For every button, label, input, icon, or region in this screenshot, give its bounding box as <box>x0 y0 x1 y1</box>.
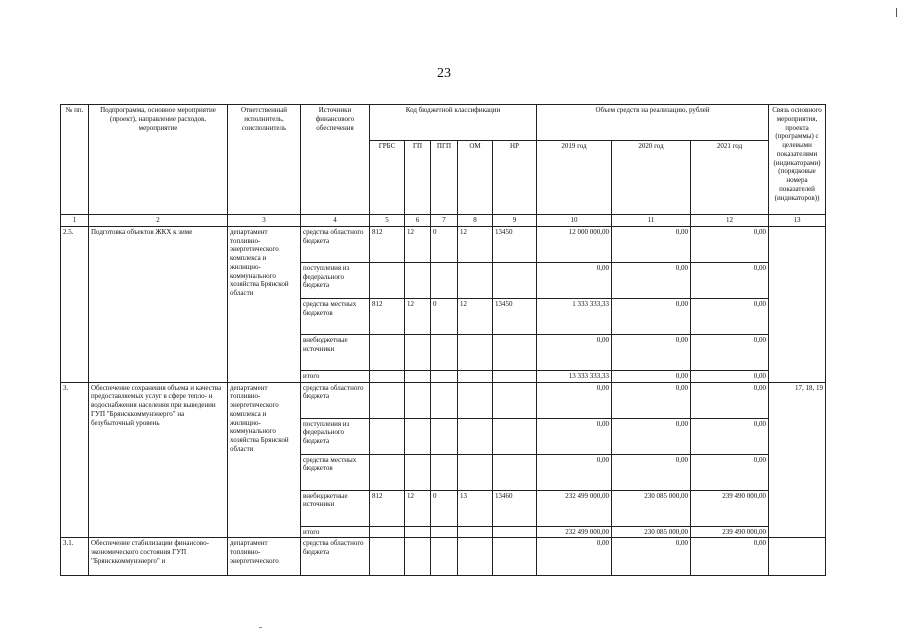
code-om <box>458 538 493 576</box>
code-pgp: 0 <box>431 490 458 526</box>
amount-2021: 239 490 000,00 <box>691 490 769 526</box>
total-2019: 232 499 000,00 <box>537 526 612 538</box>
code-np <box>493 334 537 370</box>
column-number: 4 <box>301 215 370 227</box>
code-np: 13460 <box>493 490 537 526</box>
amount-2019: 0,00 <box>537 454 612 490</box>
column-number: 5 <box>370 215 405 227</box>
header-2021: 2021 год <box>691 141 769 215</box>
amount-2021: 0,00 <box>691 382 769 418</box>
header-2019: 2019 год <box>537 141 612 215</box>
amount-2020: 0,00 <box>612 226 691 262</box>
header-sources: Источники финансового обеспечения <box>301 105 370 215</box>
total-2020: 0,00 <box>612 370 691 382</box>
row-number: 3. <box>61 382 89 538</box>
amount-2019: 0,00 <box>537 538 612 576</box>
column-number: 12 <box>691 215 769 227</box>
total-2021: 239 490 000,00 <box>691 526 769 538</box>
code-np <box>493 418 537 454</box>
responsible-executor: департамент топливно-энергетического <box>228 538 301 576</box>
header-om: ОМ <box>458 141 493 215</box>
amount-2021: 0,00 <box>691 538 769 576</box>
code-pgp <box>431 454 458 490</box>
amount-2021: 0,00 <box>691 298 769 334</box>
activity-name: Обеспечение сохранения объема и качества предоставляемых услуг в сфере тепло- и водоснабжения населения при выведении ГУП "Брянсккоммунэнерго" на безубыточный уровень <box>89 382 228 538</box>
code-gp <box>405 262 431 298</box>
responsible-executor: департамент топливно-энергетического комплекса и жилищно-коммунального хозяйства Брянской области <box>228 382 301 538</box>
empty-code-cell <box>431 526 458 538</box>
empty-code-cell <box>370 370 405 382</box>
column-number: 9 <box>493 215 537 227</box>
code-om <box>458 334 493 370</box>
amount-2019: 0,00 <box>537 262 612 298</box>
empty-code-cell <box>431 370 458 382</box>
amount-2020: 0,00 <box>612 454 691 490</box>
activity-name: Обеспечение стабилизации финансово-экономического состояния ГУП "Брянсккоммунэнерго" и <box>89 538 228 576</box>
amount-2020: 0,00 <box>612 538 691 576</box>
code-gp <box>405 418 431 454</box>
total-2020: 230 085 000,00 <box>612 526 691 538</box>
header-gp: ГП <box>405 141 431 215</box>
amount-2021: 0,00 <box>691 262 769 298</box>
code-np <box>493 382 537 418</box>
header-budget-code: Код бюджетной классификации <box>370 105 537 141</box>
empty-code-cell <box>458 370 493 382</box>
code-om: 12 <box>458 226 493 262</box>
code-gp <box>405 382 431 418</box>
amount-2019: 12 000 000,00 <box>537 226 612 262</box>
code-np <box>493 262 537 298</box>
code-pgp <box>431 418 458 454</box>
column-number: 10 <box>537 215 612 227</box>
code-pgp: 0 <box>431 298 458 334</box>
header-executor: Ответственный исполнитель, соисполнитель <box>228 105 301 215</box>
total-2019: 13 333 333,33 <box>537 370 612 382</box>
header-pgp: ПГП <box>431 141 458 215</box>
code-np <box>493 538 537 576</box>
amount-2019: 1 333 333,33 <box>537 298 612 334</box>
funding-source: средства областного бюджета <box>301 226 370 262</box>
row-number: 2.5. <box>61 226 89 382</box>
column-number: 1 <box>61 215 89 227</box>
column-number: 6 <box>405 215 431 227</box>
header-funding: Объем средств на реализацию, рублей <box>537 105 769 141</box>
empty-code-cell <box>370 526 405 538</box>
amount-2020: 0,00 <box>612 334 691 370</box>
amount-2020: 0,00 <box>612 262 691 298</box>
funding-source: внебюджетные источники <box>301 490 370 526</box>
table-body <box>61 226 826 576</box>
tick-mark <box>259 627 262 628</box>
amount-2019: 0,00 <box>537 334 612 370</box>
amount-2021: 0,00 <box>691 334 769 370</box>
column-number-row <box>61 215 826 227</box>
code-om: 12 <box>458 298 493 334</box>
code-grbs <box>370 334 405 370</box>
code-grbs: 812 <box>370 298 405 334</box>
column-number: 2 <box>89 215 228 227</box>
empty-code-cell <box>405 526 431 538</box>
indicator-link <box>769 538 826 576</box>
funding-source: средства местных бюджетов <box>301 298 370 334</box>
code-pgp <box>431 382 458 418</box>
code-pgp <box>431 538 458 576</box>
code-grbs: 812 <box>370 226 405 262</box>
funding-source: средства местных бюджетов <box>301 454 370 490</box>
header-grbs: ГРБС <box>370 141 405 215</box>
header-2020: 2020 год <box>612 141 691 215</box>
empty-code-cell <box>493 370 537 382</box>
funding-source: поступления из федерального бюджета <box>301 418 370 454</box>
code-gp <box>405 334 431 370</box>
code-pgp: 0 <box>431 226 458 262</box>
header-link: Связь основного мероприятия, проекта (программы) с целевыми показателями (индикаторами) (порядковые номера показателей (индикаторов)) <box>769 105 826 215</box>
code-om <box>458 382 493 418</box>
responsible-executor: департамент топливно-энергетического комплекса и жилищно-коммунального хозяйства Брянской области <box>228 226 301 382</box>
activity-name: Подготовка объектов ЖКХ к зиме <box>89 226 228 382</box>
code-gp <box>405 454 431 490</box>
code-om: 13 <box>458 490 493 526</box>
column-number: 8 <box>458 215 493 227</box>
budget-table <box>60 104 826 576</box>
code-om <box>458 454 493 490</box>
amount-2021: 0,00 <box>691 418 769 454</box>
code-grbs <box>370 262 405 298</box>
code-grbs <box>370 418 405 454</box>
column-number: 7 <box>431 215 458 227</box>
code-gp <box>405 538 431 576</box>
amount-2020: 0,00 <box>612 298 691 334</box>
funding-source: средства областного бюджета <box>301 382 370 418</box>
header-subprogram: Подпрограмма, основное мероприятие (проект), направление расходов, мероприятие <box>89 105 228 215</box>
amount-2021: 0,00 <box>691 226 769 262</box>
table-row <box>61 538 826 576</box>
funding-source: средства областного бюджета <box>301 538 370 576</box>
code-np <box>493 454 537 490</box>
funding-source: поступления из федерального бюджета <box>301 262 370 298</box>
code-grbs <box>370 538 405 576</box>
code-grbs <box>370 454 405 490</box>
amount-2019: 0,00 <box>537 418 612 454</box>
empty-code-cell <box>405 370 431 382</box>
header-num: № пп. <box>61 105 89 215</box>
code-om <box>458 418 493 454</box>
amount-2020: 0,00 <box>612 382 691 418</box>
funding-source: внебюджетные источники <box>301 334 370 370</box>
amount-2020: 230 085 000,00 <box>612 490 691 526</box>
table-row <box>61 382 826 418</box>
code-gp: 12 <box>405 226 431 262</box>
code-om <box>458 262 493 298</box>
edge-mark <box>896 8 897 17</box>
code-gp: 12 <box>405 490 431 526</box>
table-row <box>61 226 826 262</box>
empty-code-cell <box>493 526 537 538</box>
code-pgp <box>431 262 458 298</box>
total-2021: 0,00 <box>691 370 769 382</box>
total-label: итого <box>301 370 370 382</box>
page-number: 23 <box>437 66 451 81</box>
code-np: 13450 <box>493 298 537 334</box>
empty-code-cell <box>458 526 493 538</box>
amount-2021: 0,00 <box>691 454 769 490</box>
amount-2019: 0,00 <box>537 382 612 418</box>
header-np: НР <box>493 141 537 215</box>
column-number: 13 <box>769 215 826 227</box>
indicator-link <box>769 226 826 382</box>
amount-2019: 232 499 000,00 <box>537 490 612 526</box>
total-label: итого <box>301 526 370 538</box>
amount-2020: 0,00 <box>612 418 691 454</box>
code-pgp <box>431 334 458 370</box>
code-grbs: 812 <box>370 490 405 526</box>
indicator-link: 17, 18, 19 <box>769 382 826 538</box>
code-gp: 12 <box>405 298 431 334</box>
column-number: 11 <box>612 215 691 227</box>
code-grbs <box>370 382 405 418</box>
column-number: 3 <box>228 215 301 227</box>
row-number: 3.1. <box>61 538 89 576</box>
code-np: 13450 <box>493 226 537 262</box>
